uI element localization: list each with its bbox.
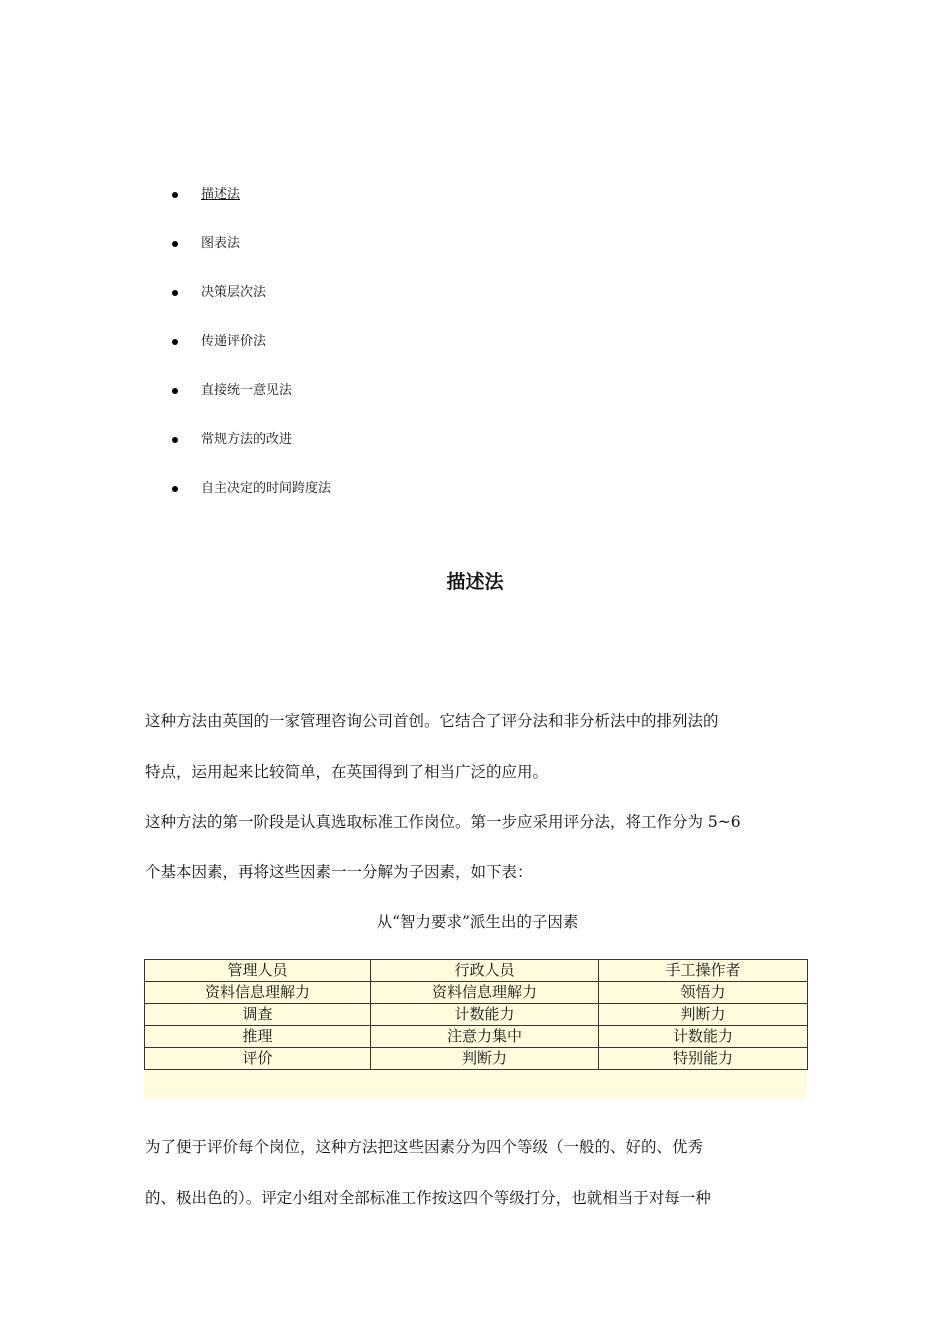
table-cell: 领悟力 bbox=[599, 982, 808, 1004]
table-header-row bbox=[145, 960, 808, 982]
paragraph-line: 为了便于评价每个岗位，这种方法把这些因素分为四个等级（一般的、好的、优秀 bbox=[145, 1138, 704, 1156]
table-cell: 资料信息理解力 bbox=[145, 982, 371, 1004]
toc-item-chart-method bbox=[170, 231, 331, 280]
bullet-icon bbox=[172, 241, 178, 247]
toc-item-label: 直接统一意见法 bbox=[201, 383, 293, 398]
table-cell: 注意力集中 bbox=[371, 1026, 599, 1048]
table-cell: 计数能力 bbox=[599, 1026, 808, 1048]
table-caption: 从“智力要求”派生出的子因素 bbox=[376, 913, 579, 931]
toc-item-direct-consensus-method bbox=[170, 378, 331, 427]
bullet-icon bbox=[172, 388, 178, 394]
sub-factor-table bbox=[144, 959, 808, 1070]
header-cell-manual-workers: 手工操作者 bbox=[599, 960, 808, 982]
table-cell: 计数能力 bbox=[371, 1004, 599, 1026]
bullet-icon bbox=[172, 437, 178, 443]
table-of-contents bbox=[170, 182, 331, 525]
toc-item-time-span-method bbox=[170, 476, 331, 525]
table-cell: 调查 bbox=[145, 1004, 371, 1026]
table-cell: 资料信息理解力 bbox=[371, 982, 599, 1004]
paragraph-line: 的、极出色的）。评定小组对全部标准工作按这四个等级打分，也就相当于对每一种 bbox=[145, 1189, 711, 1207]
table-row bbox=[145, 1026, 808, 1048]
toc-item-description-method[interactable] bbox=[170, 182, 331, 231]
table-row bbox=[145, 982, 808, 1004]
table-cell: 判断力 bbox=[371, 1048, 599, 1070]
table-row bbox=[145, 1048, 808, 1070]
table-cell: 判断力 bbox=[599, 1004, 808, 1026]
toc-item-decision-level-method bbox=[170, 280, 331, 329]
toc-item-label: 决策层次法 bbox=[201, 285, 267, 300]
bullet-icon bbox=[172, 339, 178, 345]
paragraph-line: 特点，运用起来比较简单，在英国得到了相当广泛的应用。 bbox=[145, 763, 549, 781]
toc-item-label: 图表法 bbox=[201, 236, 241, 251]
table-cell: 评价 bbox=[145, 1048, 371, 1070]
table-cell: 推理 bbox=[145, 1026, 371, 1048]
toc-item-label: 常规方法的改进 bbox=[201, 432, 293, 447]
bullet-icon bbox=[172, 192, 178, 198]
table-row bbox=[145, 1004, 808, 1026]
toc-item-transfer-evaluation-method bbox=[170, 329, 331, 378]
section-title: 描述法 bbox=[446, 571, 504, 593]
bullet-icon bbox=[172, 486, 178, 492]
toc-item-label: 自主决定的时间跨度法 bbox=[201, 481, 332, 496]
sub-factor-table-container bbox=[144, 959, 807, 1099]
toc-item-label[interactable]: 描述法 bbox=[201, 187, 241, 202]
paragraph-line: 个基本因素，再将这些因素一一分解为子因素，如下表： bbox=[145, 863, 533, 881]
paragraph-line: 这种方法的第一阶段是认真选取标准工作岗位。第一步应采用评分法，将工作分为 5~6 bbox=[145, 813, 741, 831]
bullet-icon bbox=[172, 290, 178, 296]
header-cell-admin-staff: 行政人员 bbox=[371, 960, 599, 982]
header-cell-managers: 管理人员 bbox=[145, 960, 371, 982]
table-cell: 特别能力 bbox=[599, 1048, 808, 1070]
toc-item-label: 传递评价法 bbox=[201, 334, 267, 349]
toc-item-improved-conventional-method bbox=[170, 427, 331, 476]
paragraph-line: 这种方法由英国的一家管理咨询公司首创。它结合了评分法和非分析法中的排列法的 bbox=[145, 712, 719, 730]
